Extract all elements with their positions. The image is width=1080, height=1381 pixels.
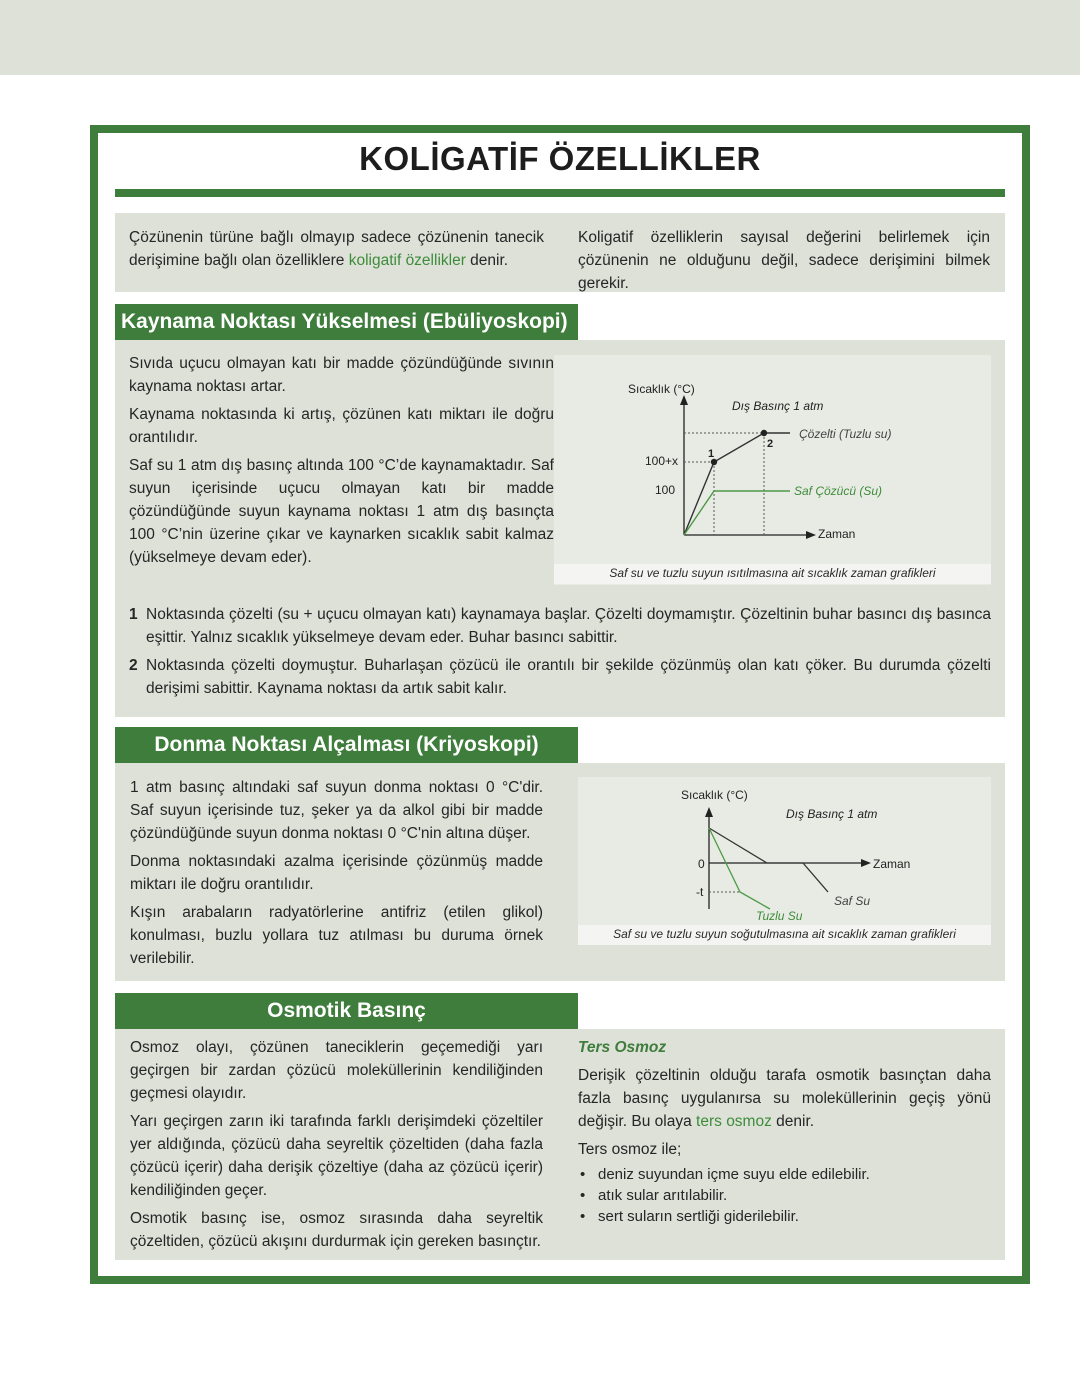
freezing-paragraph: Donma noktasındaki azalma içerisinde çözünmüş madde miktarı ile doğru orantılıdır. [130,853,543,893]
x-axis-label: Zaman [818,527,856,541]
pure-solvent-legend: Saf Çözücü (Su) [794,484,883,498]
page-title: KOLİGATİF ÖZELLİKLER [359,140,761,177]
freezing-paragraph: Kışın arabaların radyatörlerine antifriz (etilen glikol) konulması, buzlu yollara tuz atılması bu duruma örnek verilebilir. [130,904,543,967]
tick-label: -t [696,885,704,899]
top-band [0,0,1080,75]
pure-water-legend: Saf Su [834,894,871,908]
osmotic-paragraph: Osmoz olayı, çözünen taneciklerin geçemediği yarı geçirgen bir zardan çözücü moleküllerinin kendiliğinden geçmesi olayıdır. [130,1039,543,1102]
note-item: 1 Noktasında çözelti (su + uçucu olmayan katı) kaynamaya başlar. Çözelti doymamıştır. Çözeltinin buhar basıncı dış basınca eşittir. Yalnız sıcaklık yükselmeye devam eder. Buhar basıncı sabittir. [129,606,991,646]
solution-legend: Çözelti (Tuzlu su) [799,427,892,441]
x-axis-label: Zaman [873,857,911,871]
freezing-graph-panel [578,777,991,945]
x-axis-arrow [806,531,816,539]
boiling-paragraph: Saf su 1 atm dış basınç altında 100 °C’de kaynamaktadır. Saf suyun içerisinde uçucu olmayan katı bir madde çözündüğünde suyun kaynama noktası 1 atm dış basınçta 100 °C’nin üzerine çıkar ve kaynarken sıcaklık sabit kalmaz (yükselmeye devam eder). [129,457,554,566]
intro-left-text: Çözünenin türüne bağlı olmayıp sadece çözünenin tanecik derişimine bağlı olan özelliklere koligatif özellikler denir. [129,229,544,269]
boiling-text [129,352,554,574]
tick-label: 100+x [645,454,679,468]
reverse-osmosis-paragraph: Derişik çözeltinin olduğu tarafa osmotik basınçtan daha fazla basınç uygulanırsa su moleküllerinin geçiş yönü değişir. Bu olaya ters osmoz denir. [578,1067,991,1130]
title-underline [115,189,1005,197]
pressure-label: Dış Basınç 1 atm [786,807,878,821]
tick-label: 100 [655,483,676,497]
tick-label: 0 [698,857,705,871]
freezing-header: Donma Noktası Alçalması (Kriyoskopi) [115,727,578,763]
point-2 [761,430,767,436]
reverse-osmosis-list [578,1164,991,1227]
salt-water-curve [709,828,770,909]
reverse-osmosis-title: Ters Osmoz [578,1039,667,1056]
osmotic-header: Osmotik Basınç [115,993,578,1029]
boiling-header: Kaynama Noktası Yükselmesi (Ebüliyoskopi) [115,304,578,340]
list-item: • sert suların sertliği giderilebilir. [598,1206,991,1227]
y-axis-label: Sıcaklık (°C) [628,382,695,396]
y-axis-arrow [680,395,688,405]
list-item: • atık sular arıtılabilir. [598,1185,991,1206]
freezing-text [130,776,543,975]
point-1-label: 1 [708,448,715,460]
koligatif-highlight: koligatif özellikler [348,252,466,269]
boiling-graph-caption: Saf su ve tuzlu suyun ısıtılmasına ait sıcaklık zaman grafikleri [554,564,991,584]
pressure-label: Dış Basınç 1 atm [732,399,824,413]
solution-curve [684,433,790,535]
boiling-graph [554,355,991,585]
salt-water-legend: Tuzlu Su [756,909,803,923]
pure-water-curve [709,828,828,892]
freezing-paragraph: 1 atm basınç altındaki saf suyun donma noktası 0 °C'dir. Saf suyun içerisinde tuz, şeker ya da alkol gibi bir madde çözündüğünde suyun donma noktası 0 °C'nin altına düşer. [130,779,543,842]
list-item: • deniz suyundan içme suyu elde edilebilir. [598,1164,991,1185]
x-axis-arrow [861,859,871,867]
reverse-osmosis-list-intro: Ters osmoz ile; [578,1141,682,1158]
boiling-notes [129,603,991,705]
note-item: 2 Noktasında çözelti doymuştur. Buharlaşan çözücü ile orantılı bir şekilde çözünmüş olan katı çöker. Bu durumda çözelti derişimi sabittir. Kaynama noktası da artık sabit kalır. [129,657,991,697]
boiling-paragraph: Sıvıda uçucu olmayan katı bir madde çözündüğünde sıvının kaynama noktası artar. [129,355,554,395]
intro-right-text: Koligatif özelliklerin sayısal değerini belirlemek için çözünenin ne olduğunu değil, sadece derişimini bilmek gerekir. [578,229,990,292]
osmotic-paragraph: Osmotik basınç ise, osmoz sırasında daha seyreltik çözeltiden, çözücü akışını durdurmak için gereken basınçtır. [130,1210,543,1250]
ters-osmoz-highlight: ters osmoz [696,1113,772,1130]
freezing-graph [578,777,991,945]
osmotic-text [130,1036,543,1258]
point-2-label: 2 [767,438,774,450]
y-axis-label: Sıcaklık (°C) [681,788,748,802]
reverse-osmosis-text [578,1036,991,1227]
boiling-paragraph: Kaynama noktasında ki artış, çözünen katı miktarı ile doğru orantılıdır. [129,406,554,446]
osmotic-paragraph: Yarı geçirgen zarın iki tarafında farklı derişimdeki çözeltiler yer aldığında, çözücü daha seyreltik çözeltiden (daha fazla çözücü içerir) daha derişik çözeltiye (daha az çözücü içerir) kendiliğinden geçer. [130,1113,543,1199]
boiling-graph-panel [554,355,991,585]
y-axis-arrow [705,807,713,817]
freezing-graph-caption: Saf su ve tuzlu suyun soğutulmasına ait sıcaklık zaman grafikleri [578,925,991,945]
